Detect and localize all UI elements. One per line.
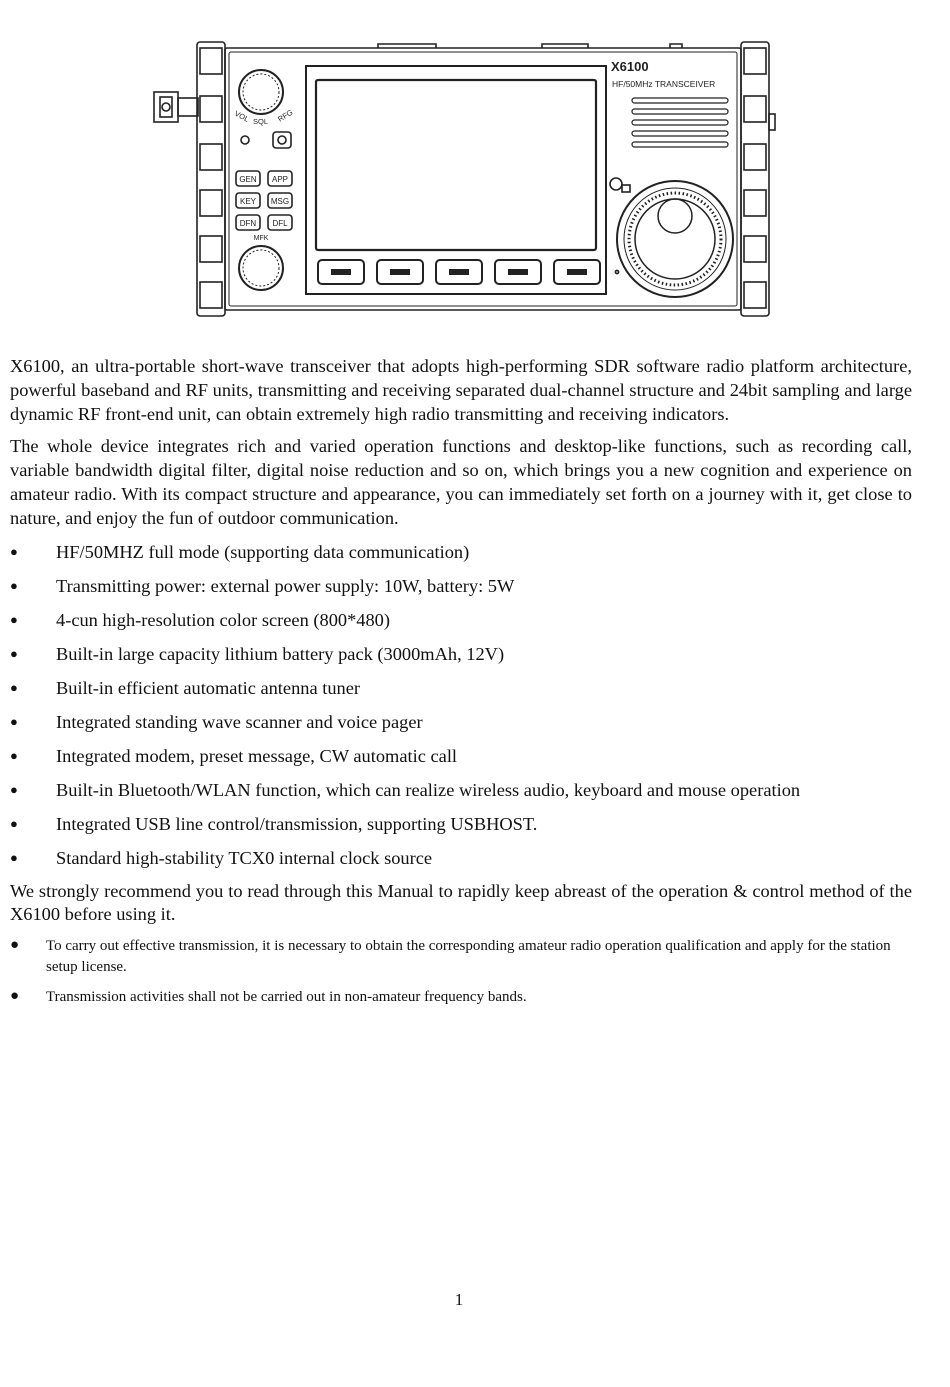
device-illustration [150,34,800,324]
manual-body [10,355,912,1018]
list-item: ● Integrated USB line control/transmission, supporting USBHOST. [10,812,912,836]
feature-list [10,540,912,870]
button-label-key: KEY [239,197,257,206]
knob-label-sql: SQL [253,117,269,126]
antenna-connector [154,92,198,122]
intro-paragraph-1: X6100, an ultra-portable short-wave transceiver that adopts high-performing SDR software radio platform architecture, powerful baseband and RF units, transmitting and receiving separated dual-channel structure and 24bit sampling and large dynamic RF front-end unit, can obtain extremely high radio transmitting and receiving indicators. [10,356,912,424]
list-item: ● Standard high-stability TCX0 internal clock source [10,846,912,870]
button-label-dfn: DFN [239,219,257,228]
list-item: ● Built-in large capacity lithium battery pack (3000mAh, 12V) [10,642,912,666]
lock-button [610,178,622,190]
left-bumper [197,42,225,316]
power-button [273,132,291,148]
main-tuning-dial [617,181,733,297]
knob-label-vol: VOL [233,108,251,124]
list-item: ● Transmitting power: external power supply: 10W, battery: 5W [10,574,912,598]
mfk-label: MFK [253,235,269,242]
button-label-gen: GEN [239,175,257,184]
notes-list [10,936,912,1008]
speaker-grille [632,98,728,147]
button-label-dfl: DFL [272,219,288,228]
list-item: ● Built-in Bluetooth/WLAN function, which can realize wireless audio, keyboard and mouse operation [10,778,912,802]
right-bumper [741,42,775,316]
device-subtitle: HF/50MHz TRANSCEIVER [612,79,716,89]
list-item: ● Integrated standing wave scanner and voice pager [10,710,912,734]
vol-sql-knob [239,70,283,114]
indicator-led [241,136,249,144]
list-item: ● Built-in efficient automatic antenna tuner [10,676,912,700]
soft-key-marks [331,269,587,275]
mfk-knob [239,246,283,290]
device-model: X6100 [611,59,649,74]
intro-paragraph-2: The whole device integrates rich and varied operation functions and desktop-like functions, such as recording call, variable bandwidth digital filter, digital noise reduction and so on, which brings you a new cognition and experience on amateur radio. With its compact structure and appearance, you can immediately set forth on a journey with it, get close to nature, and enjoy the fun of outdoor communication. [10,436,912,528]
page-number: 1 [454,1290,464,1309]
knob-label-rfg: RFG [276,107,295,124]
button-label-msg: MSG [270,197,290,206]
list-item: ● Integrated modem, preset message, CW automatic call [10,744,912,768]
note-item: ● To carry out effective transmission, it is necessary to obtain the corresponding amateur radio operation qualification and apply for the station setup license. [10,936,912,977]
note-item: ● Transmission activities shall not be carried out in non-amateur frequency bands. [10,987,912,1008]
list-item: ● HF/50MHZ full mode (supporting data communication) [10,540,912,564]
recommendation-paragraph: We strongly recommend you to read through this Manual to rapidly keep abreast of the operation & control method of the X6100 before using it. [10,880,912,925]
button-label-app: APP [271,175,289,184]
list-item: ● 4-cun high-resolution color screen (800*480) [10,608,912,632]
